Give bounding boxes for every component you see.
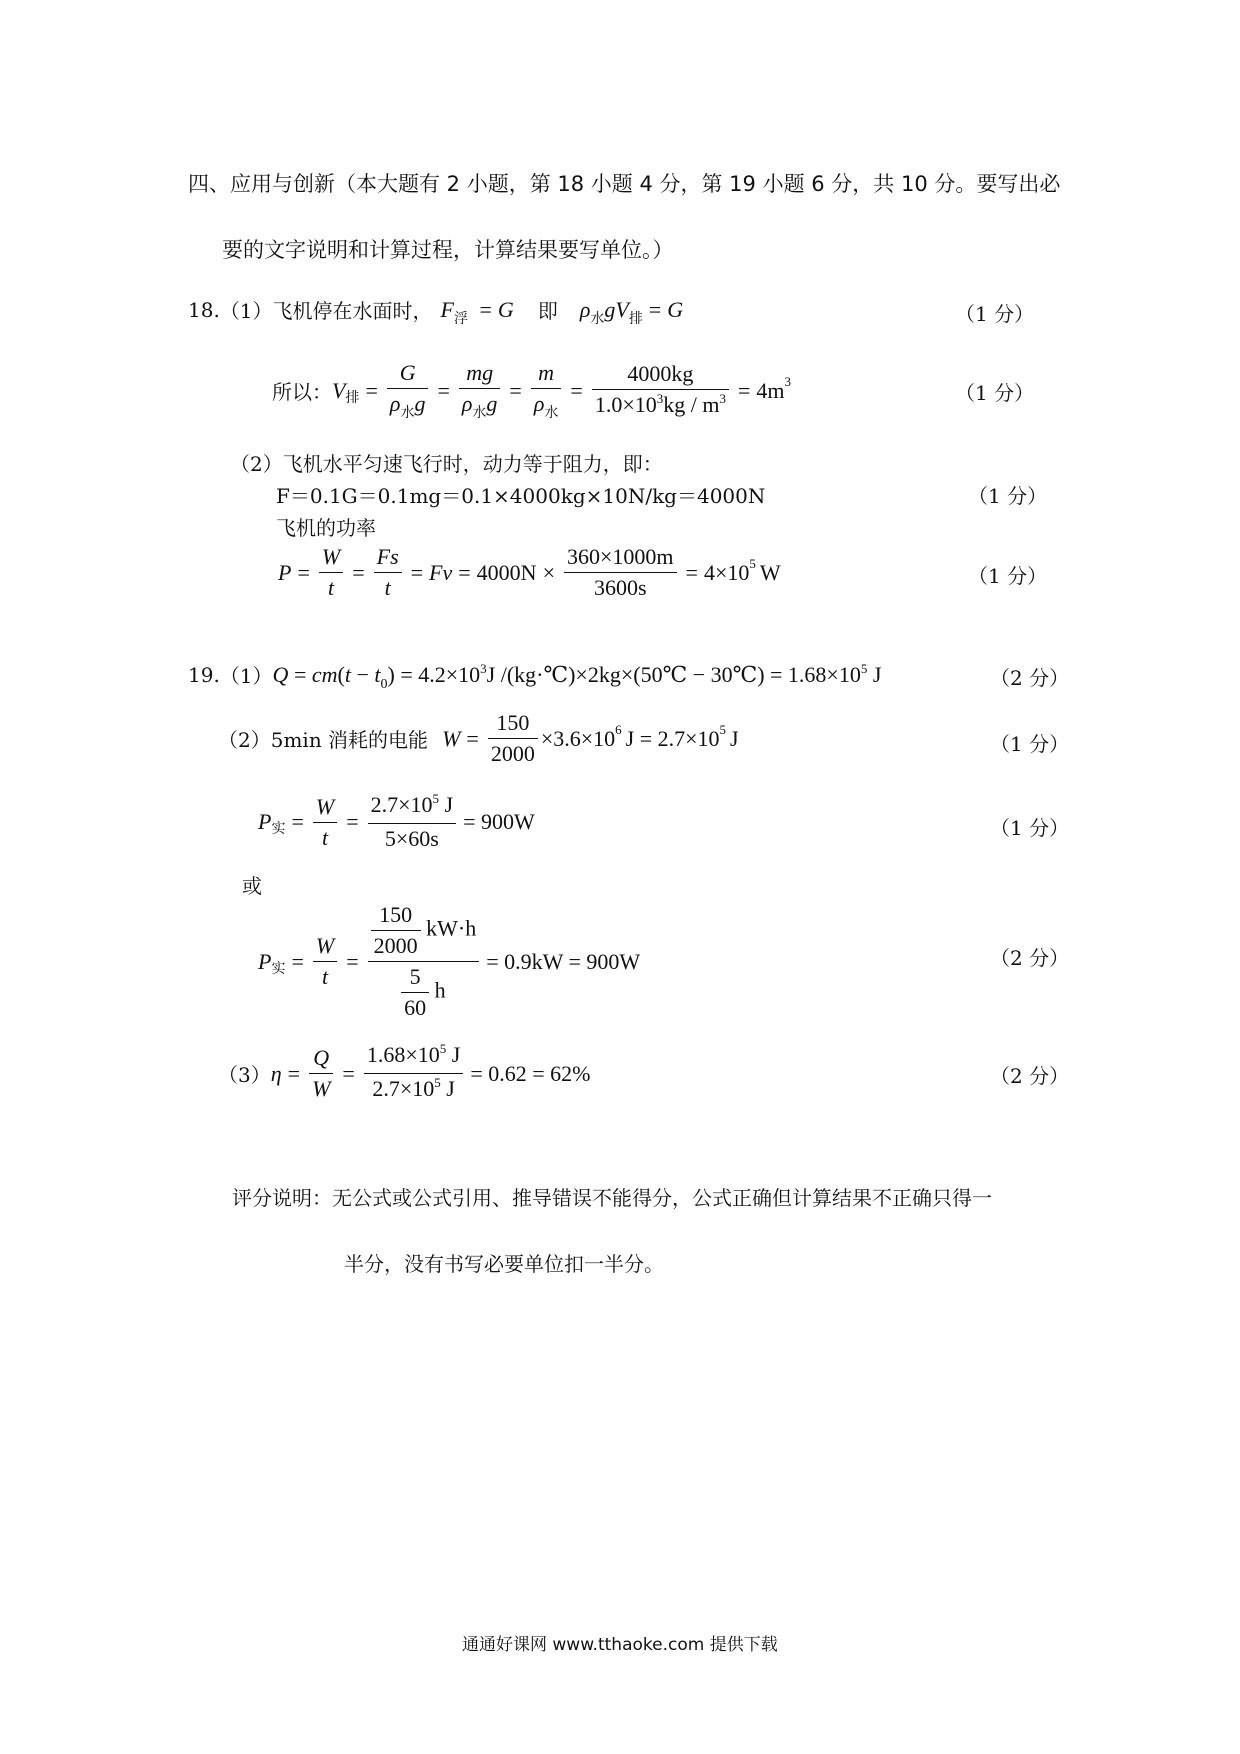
q19-heat-exp1: 3 (480, 660, 487, 676)
footer-text: 通通好课网 www.tthaoke.com 提供下载 (462, 1635, 778, 1655)
q19-power-points: （1 分） (990, 816, 1070, 840)
grading-line1: 评分说明：无公式或公式引用、推导错误不能得分，公式正确但计算结果不正确只得一 (232, 1186, 992, 1210)
q19-eff-den: 2.7×10 (372, 1076, 435, 1101)
q18-buoyancy-eq: $F_浮 = G$ (440, 296, 514, 327)
q18-part1-points: （1 分） (955, 302, 1035, 326)
q19-eff-num: 1.68×10 (366, 1042, 440, 1067)
q18-power-exp: 5 (749, 555, 756, 571)
q18-mass-value: 4000kg (592, 359, 729, 390)
q18-number: 18. (188, 297, 220, 322)
q19-part3-line (218, 1040, 590, 1107)
q19-heat-unit: J (872, 661, 882, 687)
q19-heat-rhs: = 4.2×10 (400, 661, 481, 687)
q19-heat-eq: $Q = cm(t - t_0) = 4.2\times 10^3J$ /(kg·℃)×2kg×(50℃ − 30℃) = $1.68\times 10^5$ J (272, 660, 882, 692)
q19-alt-result: = 0.9kW = 900W (486, 948, 641, 974)
q19-or: 或 (242, 874, 262, 898)
q19-part2-line (218, 708, 739, 769)
section-title-line2: 要的文字说明和计算过程，计算结果要写单位。） (222, 238, 674, 262)
q18-force: 4000N (476, 559, 537, 585)
q18-part2-formula: F＝0.1G＝0.1mg＝0.1×4000kg×10N/kg＝4000N (276, 484, 766, 508)
q19-alt-den-unit: h (434, 977, 446, 1003)
q19-part2-label: （2） (218, 728, 271, 752)
q19-power-num: 2.7×10 (370, 792, 433, 817)
q19-part3-label: （3） (218, 1063, 271, 1087)
q19-part1-line (188, 660, 882, 692)
q19-energy-mid: J = 2.7×10 (625, 725, 720, 751)
grading-line2: 半分，没有书写必要单位扣一半分。 (344, 1252, 664, 1276)
q18-part1b-points: （1 分） (955, 381, 1035, 405)
q19-eff-num-exp: 5 (439, 1041, 447, 1056)
q19-heat-exp2: 5 (860, 660, 868, 676)
q19-energy-unit: J (730, 725, 739, 751)
q19-power-num-unit: J (444, 792, 454, 817)
q19-power-result: = 900W (463, 809, 535, 834)
q19-eff-den-exp: 5 (434, 1075, 441, 1090)
q19-energy-exp1: 6 (615, 721, 622, 737)
q18-suoyi: 所以： (272, 380, 332, 404)
q18-ji: 即 (537, 299, 558, 323)
q19-energy-den: 2000 (490, 741, 535, 766)
q18-part2-line (230, 448, 663, 477)
q19-energy-exp2: 5 (719, 721, 727, 737)
q19-alt-num-den: 2000 (373, 933, 418, 958)
q18-power-points: （1 分） (968, 564, 1048, 588)
q19-efficiency-eq: η = $\frac{Q}{W}$ = $\frac{1.68\times 10^5 J}{2.7\times 10^5 J}$ = 0.62 = 62% (270, 1041, 591, 1101)
q18-density-eq: $\rho_水gV_排 = G$ (579, 296, 684, 327)
q19-eff-result: = 0.62 = 62% (470, 1060, 591, 1086)
q19-energy-num: 150 (488, 708, 538, 739)
q19-eff-den-unit: J (446, 1076, 455, 1101)
q18-power-label: 飞机的功率 (276, 516, 376, 540)
q18-part1-text: 飞机停在水面时， (272, 299, 433, 323)
q18-volume-line (272, 358, 791, 423)
q18-distance: 360×1000m (564, 542, 677, 573)
q18-part2-text: 飞机水平匀速飞行时，动力等于阻力，即： (282, 452, 663, 476)
q19-alt-den-den: 60 (404, 995, 427, 1020)
section-title-line1: 四、应用与创新（本大题有 2 小题，第 18 小题 4 分，第 19 小题 6 分，共 10 分。要写出必 (188, 172, 1061, 196)
q18-part2-points: （1 分） (968, 484, 1048, 508)
q19-part1-points: （2 分） (990, 666, 1070, 690)
q19-alt-num-num: 150 (371, 900, 421, 931)
q19-alt-den-num: 5 (401, 962, 429, 993)
q18-power-eq: P = $\frac{W}{t}$ = $\frac{Fs}{t}$ = Fv = 4000N × $\frac{360\times 1000m}{3600s}$ = 4×10 5 W (278, 542, 781, 603)
q19-eff-num-unit: J (451, 1042, 461, 1067)
q18-part2-label: （2） (230, 452, 283, 476)
q19-power-den: 5×60s (384, 826, 439, 851)
q18-time: 3600s (593, 575, 647, 600)
q19-heat-tail: J /(kg·℃)×2kg×(50℃ − 30℃) = 1.68×10 (486, 661, 861, 687)
q19-power-eq: P 实 = $\frac{W}{t}$ = $\frac{2.7\times 10^5 J}{5\times 60s}$ = 900W (258, 790, 535, 854)
q19-part2-points: （1 分） (990, 732, 1070, 756)
q19-power-num-exp: 5 (432, 791, 440, 806)
q18-part1-line (188, 295, 684, 327)
q19-power-alt-eq: P 实 = $\frac{W}{t}$ = $\frac{150}{2000}$ kW·h $\frac{5}{60}$ h = 0.9kW = 900W (258, 900, 640, 1023)
q19-energy-mult: ×3.6×10 (540, 725, 616, 751)
q19-alt-num-unit: kW·h (426, 915, 477, 941)
q18-power-unit: W (759, 559, 781, 585)
q19-alt-points: （2 分） (990, 946, 1070, 970)
q19-part2-text: 5min 消耗的电能 (270, 728, 429, 752)
q19-part1-label: （1） (219, 664, 273, 688)
q18-volume-eq: V 排 = $\frac{G}{\rho_水g}$ = $\frac{mg}{\rho_水g}$ = $\frac{m}{\rho_水}$ = $\frac{4000kg}{1.0\times 10^3kg / m^3}$ = 4m 3 (332, 360, 792, 421)
q18-part1-label: （1） (219, 299, 273, 323)
q18-volume-result: 4m (756, 377, 785, 403)
q19-part3-points: （2 分） (990, 1064, 1070, 1088)
q18-power-result: 4×10 (703, 559, 750, 585)
q19-number: 19. (188, 662, 220, 687)
q19-energy-eq: W = $\frac{150}{2000}$ ×3.6×10 6 J = 2.7×10 5 J (442, 708, 739, 769)
